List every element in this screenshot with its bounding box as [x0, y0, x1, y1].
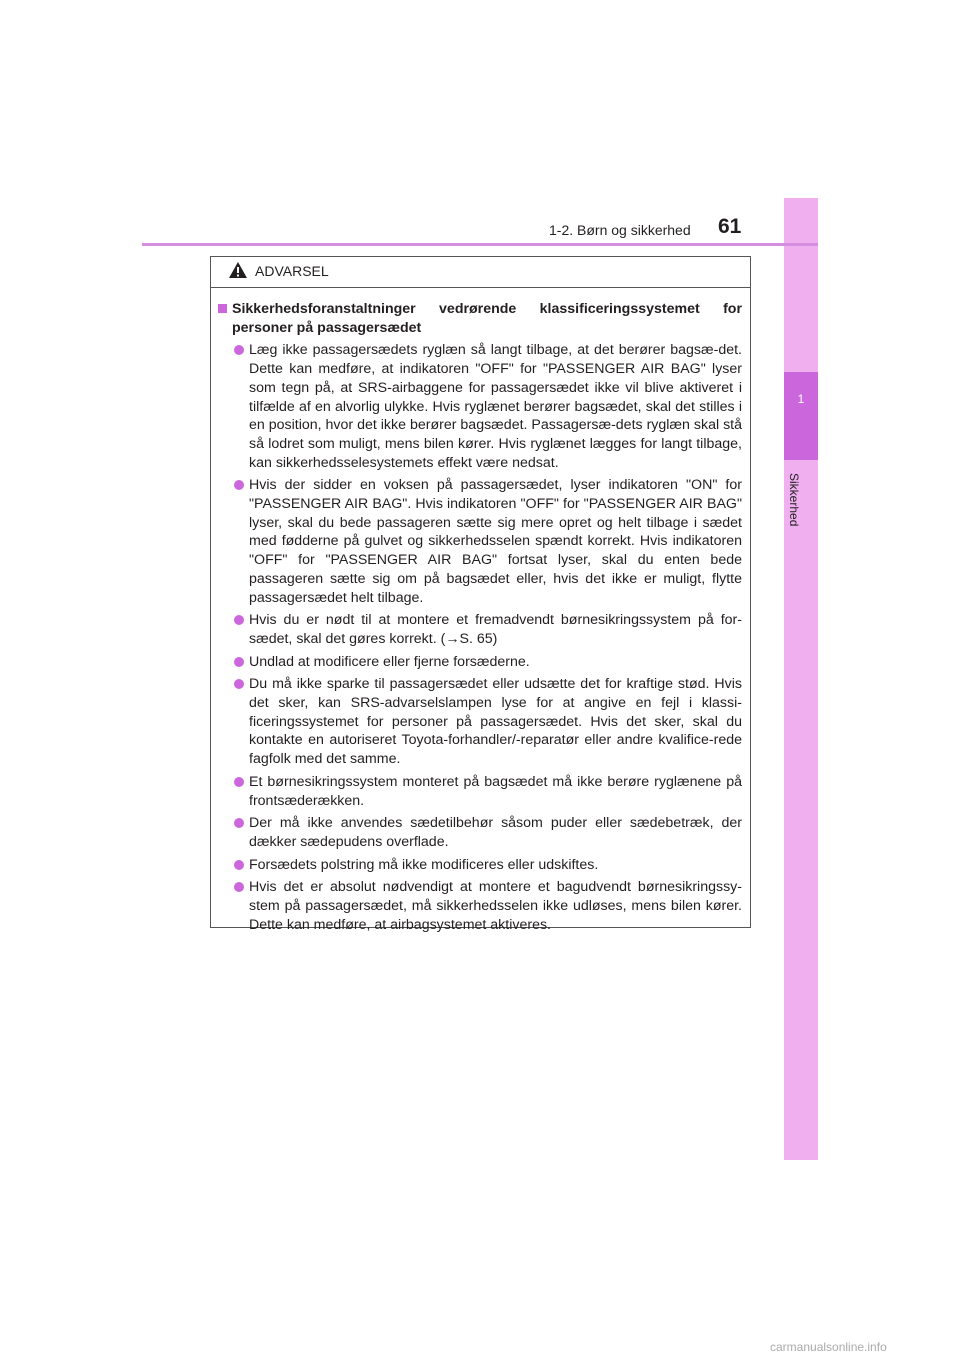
- warning-header: [211, 257, 750, 288]
- chapter-side-tab-active: [784, 372, 818, 460]
- bullet-item: [218, 675, 742, 769]
- bullet-item: [218, 856, 742, 875]
- bullet-item: [218, 611, 742, 648]
- warning-triangle-icon: [228, 261, 248, 284]
- bullet-dot-icon: [234, 615, 244, 625]
- bullet-text: Hvis du er nødt til at montere et fremadvendt børnesikringssystem på for-sædet, skal det gøres korrekt. (→S. 65): [249, 612, 742, 647]
- bullet-item: [218, 341, 742, 472]
- bullet-dot-icon: [234, 860, 244, 870]
- bullet-item: [218, 476, 742, 607]
- chapter-number: 1: [797, 392, 805, 406]
- bullet-dot-icon: [234, 657, 244, 667]
- warning-content: [211, 288, 750, 935]
- page-number: 61: [718, 215, 742, 238]
- bullet-item: [218, 653, 742, 672]
- bullet-dot-icon: [234, 679, 244, 689]
- bullet-text: Hvis der sidder en voksen på passagersædet, lyser indikatoren "ON" for "PASSENGER AIR BAG". Hvis indikatoren "OFF" for "PASSENGER AIR BAG" lyser, skal du bede passageren sætte sig mere opret og helt tilbage i sædet med fødderne på gulvet og sikkerhedsselen spændt korrekt. Hvis indikatoren "OFF" for "PASSENGER AIR BAG" fortsat lyser, skal du enten bede passageren sætte sig om på bagsædet eller, hvis det ikke er muligt, flytte passagersædet helt tilbage.: [249, 477, 742, 606]
- bullet-dot-icon: [234, 882, 244, 892]
- section-square-icon: [218, 304, 227, 313]
- chapter-label: Sikkerhed: [787, 473, 801, 527]
- bullet-text: Der må ikke anvendes sædetilbehør såsom puder eller sædebetræk, der dækker sædepudens overflade.: [249, 815, 742, 850]
- bullet-item: [218, 878, 742, 934]
- header-rule: [142, 243, 818, 246]
- bullet-item: [218, 773, 742, 810]
- bullet-text: Forsædets polstring må ikke modificeres eller udskiftes.: [249, 856, 599, 873]
- warning-label: ADVARSEL: [255, 263, 329, 279]
- bullet-dot-icon: [234, 777, 244, 787]
- bullet-text: Undlad at modificere eller fjerne forsæderne.: [249, 653, 530, 670]
- bullet-item: [218, 814, 742, 851]
- warning-section-title: [218, 300, 742, 337]
- bullet-dot-icon: [234, 345, 244, 355]
- bullet-dot-icon: [234, 480, 244, 490]
- bullet-text: Hvis det er absolut nødvendigt at montere et bagudvendt børnesikringssy-stem på passagersædet, må sikkerhedsselen ikke udløses, mens bilen kører. Dette kan medføre, at airbagsystemet aktiveres.: [249, 879, 742, 933]
- watermark: carmanualsonline.info: [770, 1340, 887, 1354]
- bullet-text: Et børnesikringssystem monteret på bagsædet må ikke berøre ryglænene på frontsæderækken.: [249, 773, 742, 809]
- bullet-text: Du må ikke sparke til passagersædet eller udsætte det for kraftige stød. Hvis det sker, kan SRS-advarselslampen lyse for at angive en fejl i klassi-ficeringssystemet for personer på passagersædet. Hvis det sker, skal du kontakte en autoriseret Toyota-forhandler/-reparatør eller andre kvalifice-rede fagfolk med det samme.: [249, 676, 742, 768]
- chapter-side-tab: [784, 198, 818, 1160]
- section-title: 1-2. Børn og sikkerhed: [549, 222, 691, 238]
- warning-box: [210, 256, 751, 933]
- bullet-dot-icon: [234, 818, 244, 828]
- section-title-text: Sikkerhedsforanstaltninger vedrørende klassificeringssystemet for personer på passagersædet: [232, 301, 742, 336]
- bullet-text: Læg ikke passagersædets ryglæn så langt tilbage, at det berører bagsæ-det. Dette kan medføre, at indikatoren "OFF" for "PASSENGER AIR BAG" lyser som tegn på, at SRS-airbaggene for passagersædet ikke vil blive aktiveret i tilfælde af en alvorlig ulykke. Hvis ryglænet berører bagsædet, skal det stilles i en position, hvor det ikke berører bagsædet. Passagersæ-dets ryglæn skal stå så lodret som muligt, mens bilen kører. Hvis ryglænet lægges for langt tilbage, kan sikkerhedsselesystemets effekt være nedsat.: [249, 342, 742, 471]
